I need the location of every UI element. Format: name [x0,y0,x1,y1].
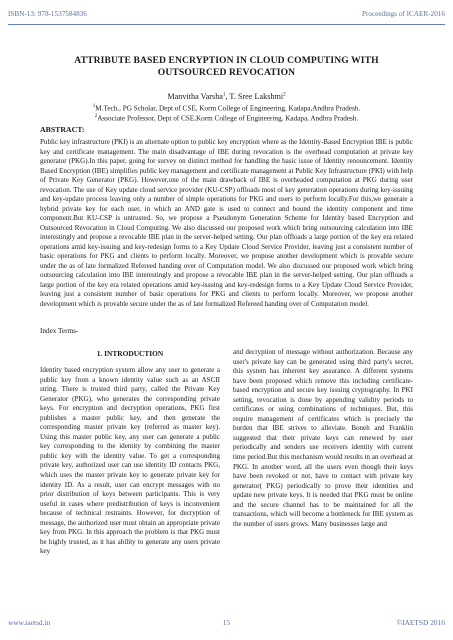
introduction-right-column: and decryption of message without authorization. Because any user's private key can be generated using third party's secret, this system has inherent key assurance. A different systems have been proposed which remove this including certificate-based encryption and secure key issuing cryptography. In PKI setting, revocation is done by appending validity periods to certificates or using combinations of techniques. But, this require management of certificates which is precisely the burden that IBE strives to alleviate. Boneh and Franklin suggested that their private keys can renewed by user periodically and senders use receivers identity with current time period.But this mechanism would results in an overhead at PKG. In another word, all the users even though their keys have been revoked or not, have to contact with private key generator( PKG) periodically to prove their identities and update new private keys. It is needed that PKG must be online and the secure channel has to be maintained for all the transactions, which will become a bottleneck for IBE system as the number of users grows. Many businesses large and [233,348,413,528]
author-1: Manvitha Varsha [167,92,223,101]
abstract-heading: ABSTRACT: [40,125,85,134]
footer-copyright: ©IAETSD 2016 [396,618,445,627]
affiliation-2-sup: 2 [94,114,98,119]
page-header [8,10,445,22]
page-number: 15 [222,618,231,627]
affiliation-1 [0,104,453,112]
author-1-sup: 1 [222,92,226,98]
affiliation-1-text: M.Tech., PG Scholar, Dept of CSE, Korm College of Engineering, Kadapa,Andhra Pradesh. [95,104,361,113]
affiliation-2-text: Associate Professor, Dept of CSE,Korm College of Engineering, Kadapa, Andhra Pradesh. [97,114,359,123]
author-line [0,92,453,101]
proceedings-text: Proceedings of ICAER-2016 [361,10,445,18]
abstract-body: Public key infrastructure (PKI) is an alternate option to public key encryption where as the Identity-Based Encryption IBE is public key and certificate management. The main disadvantage of IBE during revocation is the overhead computation at private key generator (PKG).In this paper, going for survey on distinct method for handling the basic issue of Identity renouncement. Identity Based Encryption (IBE) simplifies public key management and certificate management at Public Key Infrastructure (PKI) with help of Private Key Generator (PKG). However,one of the main drawback of IBE is overheaded computation at PKG during user revocation. The use of Key update cloud service provider (KU-CSP) offloads most of key generation operations during key-issuing and key-update process leaving only a number of simple operations for PKG and users to perform locally.For this,we generate a hybrid private key for each user, in which an AND gate is used to connect and bound the identity component and time component.But KU-CSP is untrusted. So, we propose a Pseudonym Generation Scheme for Identity based Encryption and Outsourced Revocation in Cloud Computing. We also discussed our proposed work which bring outsourcing calculation into IBE interestingly and propose a revocable IBE plan in the server-helped setting. Our plan offloads a large portion of the key era related operations amid key-issuing and key-redesign forms to a Key Update Cloud Service Provider, leaving just a consistent number of basic operations for PKG and clients to perform locally. Moreover, we propose another development which is provable secure under the as of late formalized Refereed handing over of Computation model. We also discussed our proposed work which bring outsourcing calculation into IBE interestingly and propose a revocable IBE plan in the server-helped setting. Our plan offloads a large portion of the key era related operations amid key-issuing and key-redesign forms to a Key Update Cloud Service Provider, leaving just a consistent number of basic operations for PKG and clients to perform locally. Moreover, we propose another development which is provable secure under the as of late formalized Refereed handing over of Computation model. [40,138,413,308]
footer-url: www.iaetsd.in [8,618,51,627]
index-terms: Index Terms- [40,327,79,335]
section-heading-introduction: 1. INTRODUCTION [96,349,164,358]
affiliation-2 [0,114,453,122]
paper-title: ATTRIBUTE BASED ENCRYPTION IN CLOUD COMPUTING WITH OUTSOURCED REVOCATION [74,55,379,78]
author-2-sup: 2 [283,92,286,98]
introduction-left-column: Identity based encryption system allow any user to generate a public key from a known identity value such as an ASCII string. There is trusted third party, called the Private Key Generator (PKG), who generates the corresponding private keys. For encryption and decryption operations, PKG first publishes a master public key, and then generate the corresponding master private key (referred as master key). Using this master public key, any user can generate a public key corresponding to the identity by combining the master public key with the identity value. To get a corresponding private key, authorized user can use identity ID contacts PKG, which uses the master private key to generate private key for identity ID. As a result, user can encrypt messages with no prior distribution of keys between participants. This is very useful in cases where predistribution of keys is inconvenient because of technical restraints. However, for decryption of message, the authorized user must obtain an appropriate private key from PKG. In this approach the problem is that PKG must be highly trusted, as it has ability to generate any users private key [40,366,220,556]
affiliation-1-sup: 1 [92,104,96,109]
author-2: , T. Sree Lakshmi [225,92,284,101]
header-divider [8,24,445,25]
isbn-text: ISBN-13: 978-1537584836 [8,10,87,18]
